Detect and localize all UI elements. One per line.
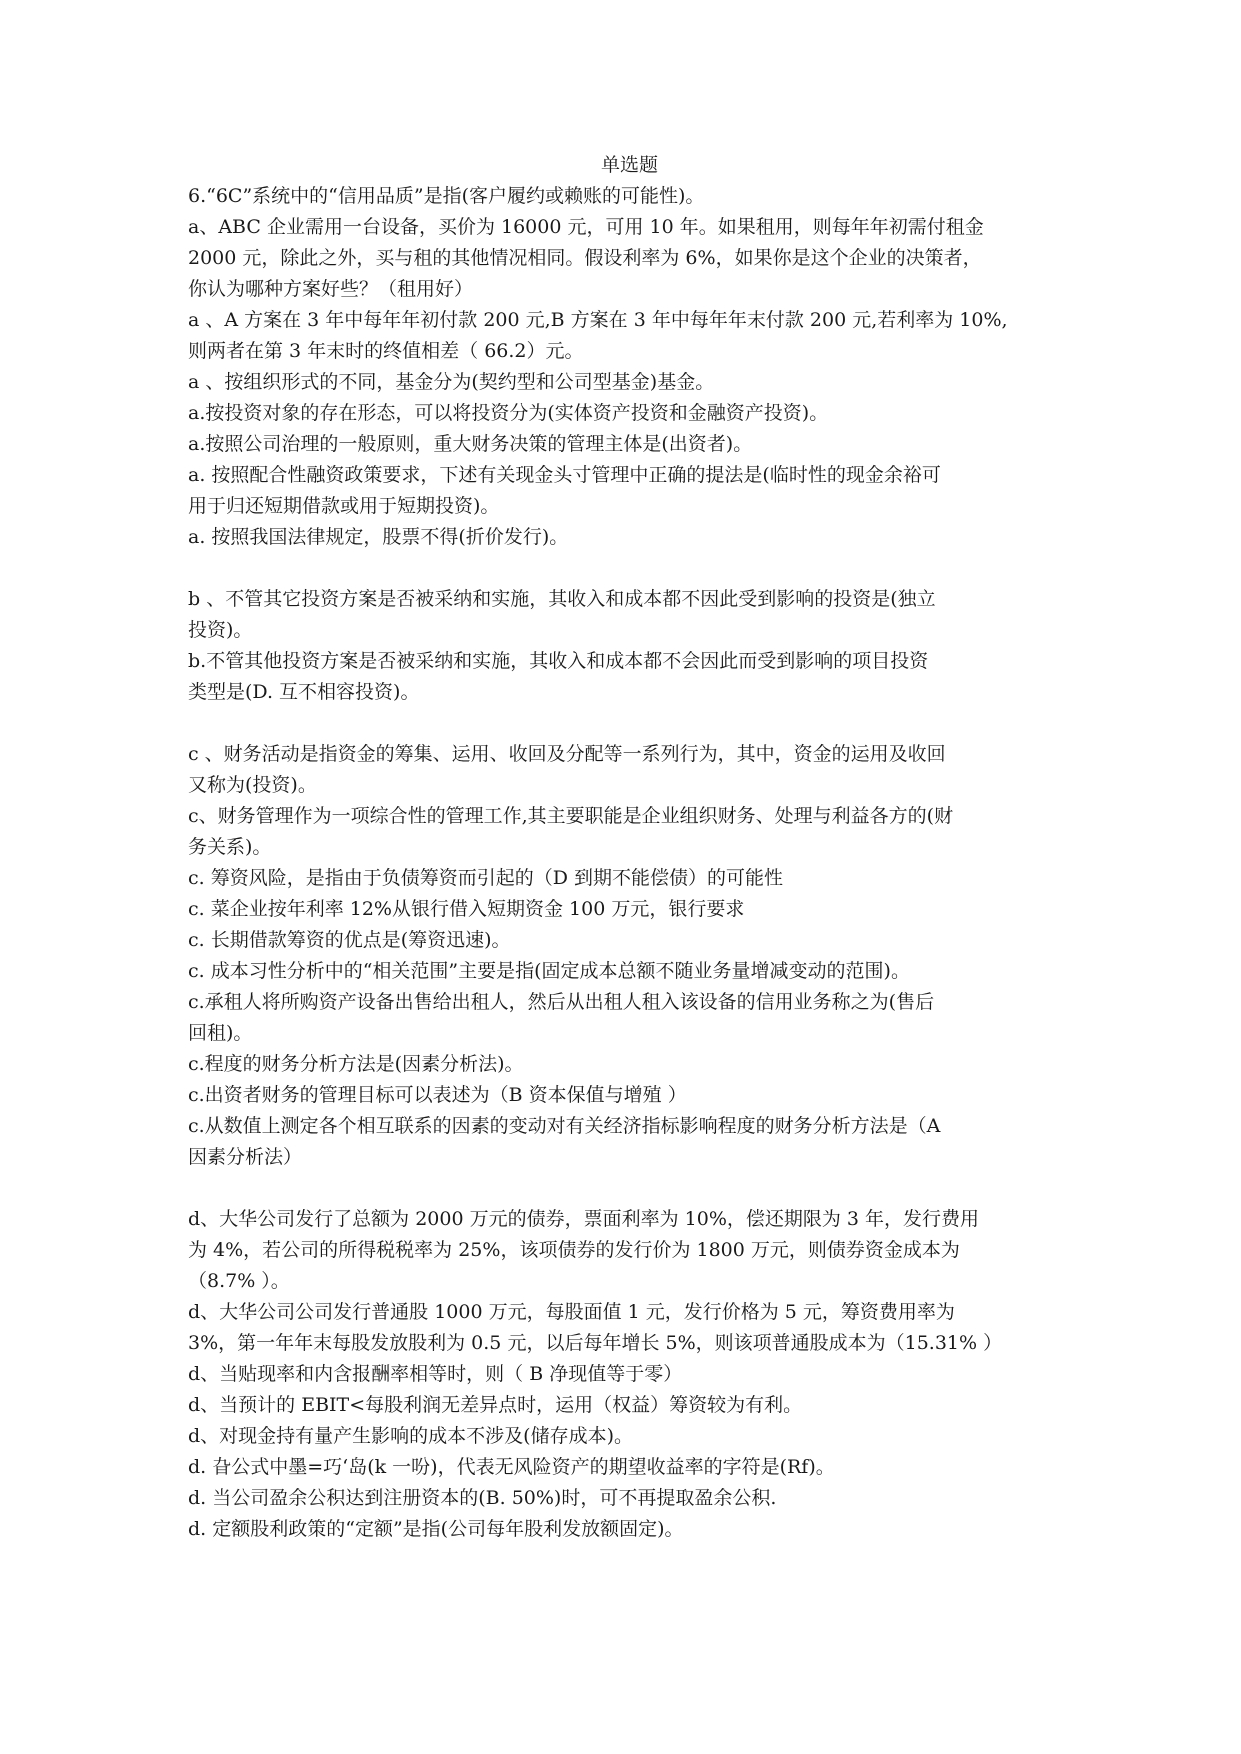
text-line: 6.“6C”系统中的“信用品质”是指(客户履约或赖账的可能性)。 bbox=[188, 185, 705, 207]
text-line: 务关系)。 bbox=[188, 836, 272, 858]
text-line: 又称为(投资)。 bbox=[188, 774, 317, 796]
text-line: d、对现金持有量产生影响的成本不涉及(储存成本)。 bbox=[188, 1425, 633, 1447]
text-line: （8.7% ）。 bbox=[188, 1270, 290, 1292]
text-line: c. 成本习性分析中的“相关范围”主要是指(固定成本总额不随业务量增减变动的范围)。 bbox=[188, 960, 910, 982]
text-line: a.按照公司治理的一般原则，重大财务决策的管理主体是(出资者)。 bbox=[188, 433, 753, 455]
text-line: a. 按照我国法律规定，股票不得(折价发行)。 bbox=[188, 526, 569, 548]
blank-line bbox=[188, 708, 1061, 739]
text-line: b 、不管其它投资方案是否被采纳和实施，其收入和成本都不因此受到影响的投资是(独立 bbox=[188, 588, 936, 610]
text-line: d. 定额股利政策的“定额”是指(公司每年股利发放额固定)。 bbox=[188, 1518, 684, 1540]
text-line: 因素分析法） bbox=[188, 1146, 303, 1168]
text-line: d. 当公司盈余公积达到注册资本的(B. 50%)时，可不再提取盈余公积. bbox=[188, 1487, 777, 1509]
text-line: c. 长期借款筹资的优点是(筹资迅速)。 bbox=[188, 929, 511, 951]
text-line: 为 4%，若公司的所得税税率为 25%，该项债券的发行价为 1800 万元，则债券资金成本为 bbox=[188, 1239, 960, 1261]
text-line: d、当贴现率和内含报酬率相等时，则（ B 净现值等于零） bbox=[188, 1363, 683, 1385]
text-line: b.不管其他投资方案是否被采纳和实施，其收入和成本都不会因此而受到影响的项目投资 bbox=[188, 650, 929, 672]
text-line: a.按投资对象的存在形态，可以将投资分为(实体资产投资和金融资产投资)。 bbox=[188, 402, 829, 424]
blank-line bbox=[188, 1173, 1061, 1204]
text-line: 则两者在第 3 年末时的终值相差（ 66.2）元。 bbox=[188, 340, 584, 362]
text-line: 类型是(D. 互不相容投资)。 bbox=[188, 681, 420, 703]
text-line: c.出资者财务的管理目标可以表述为（B 资本保值与增殖 ） bbox=[188, 1084, 687, 1106]
text-line: d. 旮公式中墨=巧‘岛(k 一吩)，代表无风险资产的期望收益率的字符是(Rf)。 bbox=[188, 1456, 835, 1478]
text-line: c.从数值上测定各个相互联系的因素的变动对有关经济指标影响程度的财务分析方法是（A bbox=[188, 1115, 941, 1137]
question-list bbox=[188, 181, 1061, 1545]
text-line: a、ABC 企业需用一台设备，买价为 16000 元，可用 10 年。如果租用，则每年年初需付租金 bbox=[188, 216, 984, 238]
text-line: c. 菜企业按年利率 12%从银行借入短期资金 100 万元，银行要求 bbox=[188, 898, 745, 920]
text-line: 投资)。 bbox=[188, 619, 253, 641]
text-line: 2000 元，除此之外，买与租的其他情况相同。假设利率为 6%，如果你是这个企业的决策者， bbox=[188, 247, 982, 269]
text-line: c 、财务活动是指资金的筹集、运用、收回及分配等一系列行为，其中，资金的运用及收回 bbox=[188, 743, 946, 765]
text-line: a 、按组织形式的不同，基金分为(契约型和公司型基金)基金。 bbox=[188, 371, 715, 393]
text-line: a. 按照配合性融资政策要求，下述有关现金头寸管理中正确的提法是(临时性的现金余裕可 bbox=[188, 464, 941, 486]
page-title: 单选题 bbox=[600, 154, 658, 176]
text-line: d、大华公司公司发行普通股 1000 万元，每股面值 1 元，发行价格为 5 元，筹资费用率为 bbox=[188, 1301, 955, 1323]
blank-line bbox=[188, 553, 1061, 584]
text-line: c、财务管理作为一项综合性的管理工作,其主要职能是企业组织财务、处理与利益各方的(财 bbox=[188, 805, 954, 827]
text-line: 用于归还短期借款或用于短期投资)。 bbox=[188, 495, 500, 517]
text-line: c.承租人将所购资产设备出售给出租人，然后从出租人租入该设备的信用业务称之为(售后 bbox=[188, 991, 935, 1013]
text-line: d、大华公司发行了总额为 2000 万元的债券，票面利率为 10%，偿还期限为 3 年，发行费用 bbox=[188, 1208, 980, 1230]
text-line: a 、A 方案在 3 年中每年年初付款 200 元,B 方案在 3 年中每年年末付款 200 元,若利率为 10%, bbox=[188, 309, 1008, 331]
text-line: c.程度的财务分析方法是(因素分析法)。 bbox=[188, 1053, 524, 1075]
text-line: 回租)。 bbox=[188, 1022, 253, 1044]
text-line: c. 筹资风险，是指由于负债筹资而引起的（D 到期不能偿债）的可能性 bbox=[188, 867, 783, 889]
text-line: 3%，第一年年末每股发放股利为 0.5 元，以后每年增长 5%，则该项普通股成本为（15.31% ） bbox=[188, 1332, 1003, 1354]
text-line: d、当预计的 EBIT<每股利润无差异点时，运用（权益）筹资较为有利。 bbox=[188, 1394, 803, 1416]
text-line: 你认为哪种方案好些？（租用好） bbox=[188, 278, 474, 300]
